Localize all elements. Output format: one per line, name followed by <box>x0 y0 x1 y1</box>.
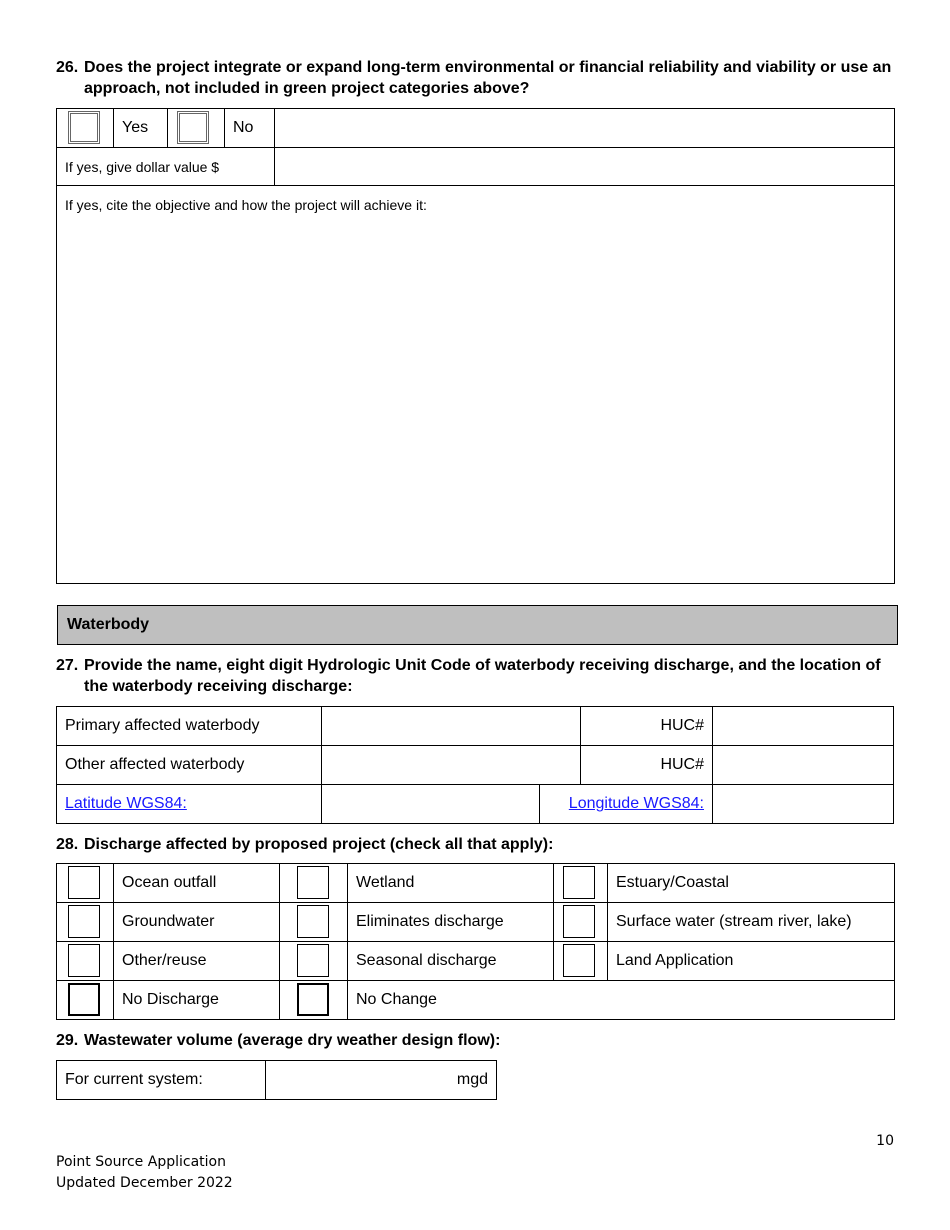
option-label-cell <box>113 980 280 1020</box>
primary-waterbody-label: Primary affected waterbody <box>65 717 260 734</box>
no-discharge-label: No Discharge <box>122 991 219 1008</box>
page-number: 10 <box>876 1133 894 1149</box>
q26-blank-field[interactable] <box>274 108 895 148</box>
checkbox-cell <box>279 941 348 981</box>
huc-label: HUC# <box>660 717 704 734</box>
yes-label: Yes <box>122 119 149 136</box>
wetland-checkbox[interactable] <box>297 866 329 899</box>
latitude-input[interactable] <box>321 784 540 824</box>
question-28 <box>56 834 906 855</box>
longitude-input[interactable] <box>712 784 894 824</box>
no-label: No <box>233 119 254 136</box>
current-system-input[interactable] <box>265 1060 497 1100</box>
option-label-cell <box>347 980 895 1020</box>
groundwater-label: Groundwater <box>122 913 215 930</box>
section-title: Waterbody <box>67 616 150 633</box>
question-text: Discharge affected by proposed project (check all that apply): <box>84 836 554 853</box>
ocean-outfall-label: Ocean outfall <box>122 874 217 891</box>
no-label-cell <box>224 108 275 148</box>
no-change-checkbox[interactable] <box>297 983 329 1016</box>
current-system-label-cell <box>56 1060 266 1100</box>
land-application-label: Land Application <box>616 952 734 969</box>
question-26 <box>56 57 906 99</box>
primary-huc-label-cell <box>580 706 713 746</box>
question-number: 27. <box>56 657 79 674</box>
dollar-value-label-cell <box>56 147 275 186</box>
yes-label-cell <box>113 108 168 148</box>
seasonal-discharge-label: Seasonal discharge <box>356 952 497 969</box>
question-text: Does the project integrate or expand long-term environmental or financial reliability and viability or use an approach, not included in green project categories above? <box>84 59 892 97</box>
checkbox-cell <box>279 902 348 942</box>
option-label-cell <box>347 863 554 903</box>
land-application-checkbox[interactable] <box>563 944 595 977</box>
objective-label: If yes, cite the objective and how the project will achieve it: <box>65 197 427 213</box>
option-label-cell <box>607 863 895 903</box>
checkbox-cell <box>279 980 348 1020</box>
eliminates-discharge-checkbox[interactable] <box>297 905 329 938</box>
mgd-unit-label: mgd <box>456 1071 488 1088</box>
latitude-label-cell <box>56 784 322 824</box>
groundwater-checkbox[interactable] <box>68 905 100 938</box>
other-reuse-checkbox[interactable] <box>68 944 100 977</box>
no-checkbox[interactable] <box>177 111 209 144</box>
primary-waterbody-input[interactable] <box>321 706 581 746</box>
estuary-coastal-label: Estuary/Coastal <box>616 874 729 891</box>
dollar-value-input[interactable] <box>274 147 895 186</box>
other-waterbody-label-cell <box>56 745 322 785</box>
option-label-cell <box>113 863 280 903</box>
yes-checkbox-cell <box>56 108 114 148</box>
surface-water-checkbox[interactable] <box>563 905 595 938</box>
footer-updated: Updated December 2022 <box>56 1175 233 1191</box>
primary-huc-input[interactable] <box>712 706 894 746</box>
question-27 <box>56 655 906 697</box>
estuary-coastal-checkbox[interactable] <box>563 866 595 899</box>
seasonal-discharge-checkbox[interactable] <box>297 944 329 977</box>
checkbox-cell <box>553 941 608 981</box>
checkbox-cell <box>553 863 608 903</box>
no-discharge-checkbox[interactable] <box>68 983 100 1016</box>
other-reuse-label: Other/reuse <box>122 952 207 969</box>
checkbox-cell <box>56 863 114 903</box>
other-waterbody-input[interactable] <box>321 745 581 785</box>
checkbox-cell <box>56 902 114 942</box>
objective-textarea[interactable] <box>56 185 895 584</box>
dollar-value-label: If yes, give dollar value $ <box>65 158 220 175</box>
current-system-label: For current system: <box>65 1071 203 1088</box>
surface-water-label: Surface water (stream river, lake) <box>616 913 852 930</box>
other-huc-label-cell <box>580 745 713 785</box>
footer-title: Point Source Application <box>56 1154 226 1170</box>
option-label-cell <box>607 941 895 981</box>
latitude-link[interactable]: Latitude WGS84: <box>65 795 187 812</box>
option-label-cell <box>113 902 280 942</box>
section-header-waterbody <box>57 605 898 645</box>
checkbox-cell <box>279 863 348 903</box>
option-label-cell <box>347 941 554 981</box>
primary-waterbody-label-cell <box>56 706 322 746</box>
ocean-outfall-checkbox[interactable] <box>68 866 100 899</box>
checkbox-cell <box>56 980 114 1020</box>
question-number: 26. <box>56 59 79 76</box>
no-checkbox-cell <box>167 108 225 148</box>
option-label-cell <box>347 902 554 942</box>
question-number: 29. <box>56 1032 79 1049</box>
no-change-label: No Change <box>356 991 437 1008</box>
option-label-cell <box>607 902 895 942</box>
longitude-label-cell <box>539 784 713 824</box>
question-text: Provide the name, eight digit Hydrologic Unit Code of waterbody receiving discharge, and the location of the waterbody receiving discharge: <box>84 657 881 695</box>
longitude-link[interactable]: Longitude WGS84: <box>568 795 704 812</box>
checkbox-cell <box>553 902 608 942</box>
huc-label: HUC# <box>660 756 704 773</box>
other-huc-input[interactable] <box>712 745 894 785</box>
checkbox-cell <box>56 941 114 981</box>
yes-checkbox[interactable] <box>68 111 100 144</box>
wetland-label: Wetland <box>356 874 415 891</box>
question-29 <box>56 1030 906 1051</box>
question-number: 28. <box>56 836 79 853</box>
eliminates-discharge-label: Eliminates discharge <box>356 913 504 930</box>
question-text: Wastewater volume (average dry weather design flow): <box>84 1032 501 1049</box>
other-waterbody-label: Other affected waterbody <box>65 756 245 773</box>
option-label-cell <box>113 941 280 981</box>
